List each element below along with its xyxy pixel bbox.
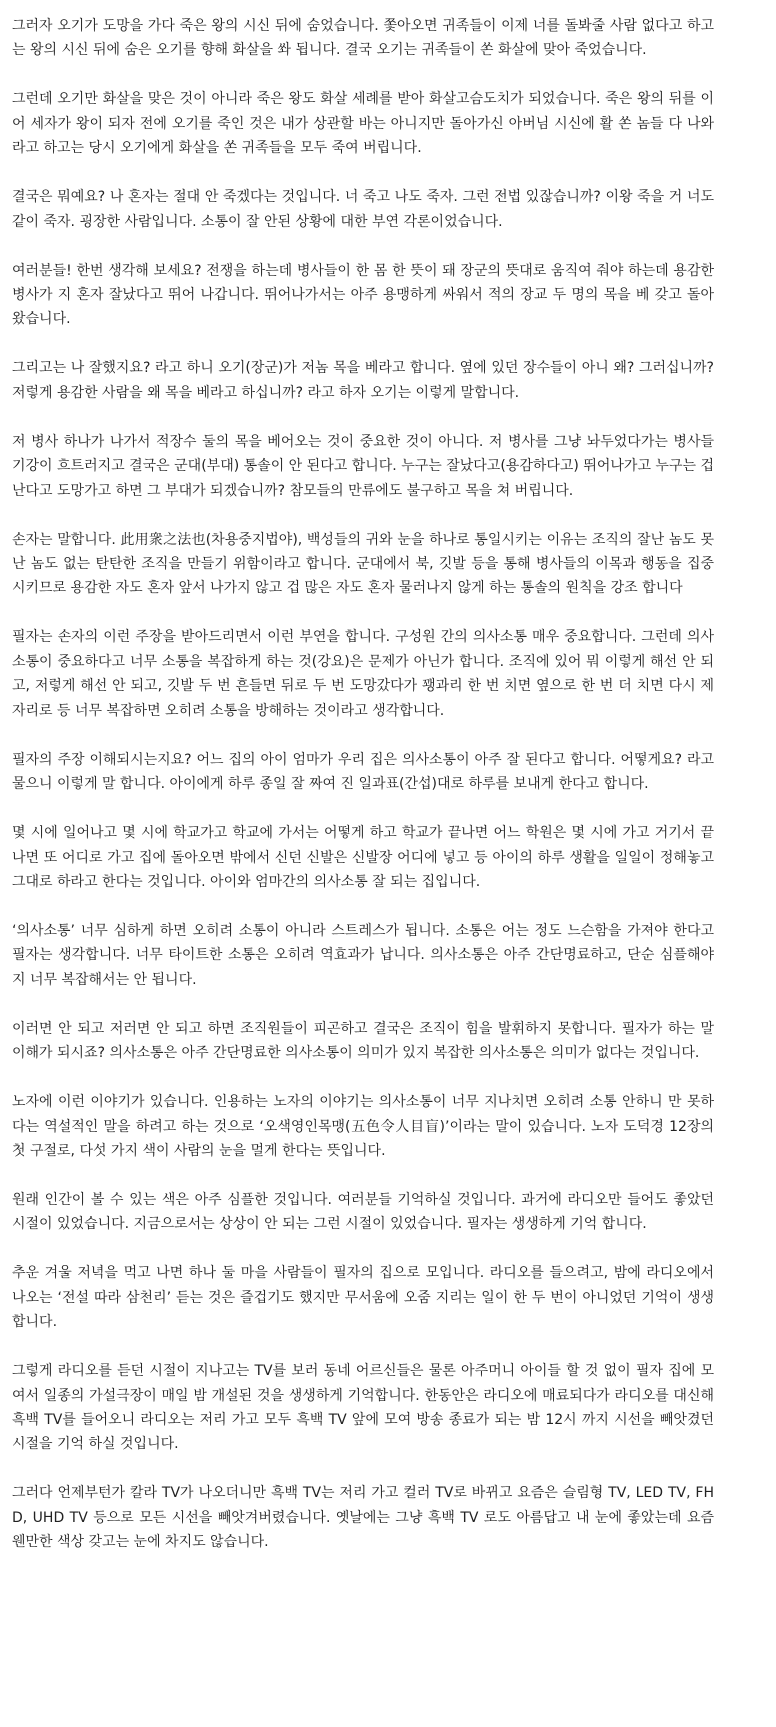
paragraph: 그러자 오기가 도망을 가다 죽은 왕의 시신 뒤에 숨었습니다. 쫓아오면 귀족들이 이제 너를 돌봐줄 사람 없다고 하고는 왕의 시신 뒤에 숨은 오기를 향해 화살을 쏴 됩니다. 결국 오기는 귀족들이 쏜 화살에 맞아 죽었습니다. bbox=[12, 18, 714, 59]
paragraph: 그런데 오기만 화살을 맞은 것이 아니라 죽은 왕도 화살 세례를 받아 화살고슴도치가 되었습니다. 죽은 왕의 뒤를 이어 세자가 왕이 되자 전에 오기를 죽인 것은 내가 상관할 바는 아니지만 돌아가신 아버님 시신에 활 쏜 놈들 다 나와 라고 하고는 당시 오기에게 화살을 쏜 귀족들을 모두 죽여 버립니다. bbox=[12, 91, 714, 157]
paragraph: ‘의사소통’ 너무 심하게 하면 오히려 소통이 아니라 스트레스가 됩니다. 소통은 어는 정도 느슨함을 가져야 한다고 필자는 생각합니다. 너무 타이트한 소통은 오히려 역효과가 납니다. 의사소통은 아주 간단명료하고, 단순 심플해야지 너무 복잡해서는 안 됩니다. bbox=[12, 922, 714, 988]
paragraph: 그러다 언제부턴가 칼라 TV가 나오더니만 흑백 TV는 저리 가고 컬러 TV로 바뀌고 요즘은 슬림형 TV, LED TV, FHD, UHD TV 등으로 모든 시선을 빼앗겨버렸습니다. 옛날에는 그냥 흑백 TV 로도 아름답고 내 눈에 좋았는데 요즘 웬만한 색상 갖고는 눈에 차지도 않습니다. bbox=[12, 1485, 714, 1551]
paragraph: 추운 겨울 저녁을 먹고 나면 하나 둘 마을 사람들이 필자의 집으로 모입니다. 라디오를 들으려고, 밤에 라디오에서 나오는 ‘전설 따라 삼천리’ 듣는 것은 즐겁기도 했지만 무서움에 오줌 지리는 일이 한 두 번이 아니었던 기억이 생생합니다. bbox=[12, 1265, 714, 1331]
paragraph: 필자의 주장 이해되시는지요? 어느 집의 아이 엄마가 우리 집은 의사소통이 아주 잘 된다고 합니다. 어떻게요? 라고 물으니 이렇게 말 합니다. 아이에게 하루 종일 잘 짜여 진 일과표(간섭)대로 하루를 보내게 한다고 합니다. bbox=[12, 751, 714, 793]
paragraph: 저 병사 하나가 나가서 적장수 둘의 목을 베어오는 것이 중요한 것이 아니다. 저 병사를 그냥 놔두었다가는 병사들 기강이 흐트러지고 결국은 군대(부대) 통솔이 안 된다고 합니다. 누구는 잘났다고(용감하다고) 뛰어나가고 누구는 겁난다고 도망가고 하면 그 부대가 되겠습니까? 참모들의 만류에도 불구하고 목을 쳐 버립니다. bbox=[12, 433, 714, 499]
paragraph: 그렇게 라디오를 듣던 시절이 지나고는 TV를 보러 동네 어르신들은 물론 아주머니 아이들 할 것 없이 필자 집에 모여서 일종의 가설극장이 매일 밤 개설된 것을 생생하게 기억합니다. 한동안은 라디오에 매료되다가 라디오를 대신해 흑백 TV를 들어오니 라디오는 저리 가고 모두 흑백 TV 앞에 모여 방송 종료가 되는 밤 12시 까지 시선을 빼앗겼던 시절을 기억 하실 것입니다. bbox=[12, 1363, 714, 1453]
paragraph: 필자는 손자의 이런 주장을 받아드리면서 이런 부연을 합니다. 구성원 간의 의사소통 매우 중요합니다. 그런데 의사소통이 중요하다고 너무 소통을 복잡하게 하는 것(강요)은 문제가 아닌가 합니다. 조직에 있어 뭐 이렇게 해선 안 되고, 저렇게 해선 안 되고, 깃발 두 번 흔들면 뒤로 두 번 도망갔다가 꽹과리 한 번 치면 옆으로 한 번 더 치면 다시 제자리로 등 너무 복잡하면 오히려 소통을 방해하는 것이라고 생각합니다. bbox=[12, 629, 714, 719]
paragraph: 그리고는 나 잘했지요? 라고 하니 오기(장군)가 저놈 목을 베라고 합니다. 옆에 있던 장수들이 아니 왜? 그러십니까? 저렇게 용감한 사람을 왜 목을 베라고 하십니까? 라고 하자 오기는 이렇게 말합니다. bbox=[12, 360, 714, 401]
article-body bbox=[12, 14, 714, 1579]
paragraph: 몇 시에 일어나고 몇 시에 학교가고 학교에 가서는 어떻게 하고 학교가 끝나면 어느 학원은 몇 시에 가고 거기서 끝나면 또 어디로 가고 집에 돌아오면 밖에서 신던 신발은 신발장 어디에 넣고 등 아이의 하루 생활을 일일이 정해놓고 그대로 하라고 한다는 것입니다. 아이와 엄마간의 의사소통 잘 되는 집입니다. bbox=[12, 825, 714, 890]
paragraph: 결국은 뭐예요? 나 혼자는 절대 안 죽겠다는 것입니다. 너 죽고 나도 죽자. 그런 전법 있잖습니까? 이왕 죽을 거 너도 같이 죽자. 굉장한 사람입니다. 소통이 잘 안된 상황에 대한 부연 각론이었습니다. bbox=[12, 189, 714, 230]
paragraph: 노자에 이런 이야기가 있습니다. 인용하는 노자의 이야기는 의사소통이 너무 지나치면 오히려 소통 안하니 만 못하다는 역설적인 말을 하려고 하는 것으로 ‘오색영인목맹(五色令人目盲)’이라는 말이 있습니다. 노자 도덕경 12장의 첫 구절로, 다섯 가지 색이 사람의 눈을 멀게 한다는 뜻입니다. bbox=[12, 1094, 714, 1159]
paragraph: 이러면 안 되고 저러면 안 되고 하면 조직원들이 피곤하고 결국은 조직이 힘을 발휘하지 못합니다. 필자가 하는 말 이해가 되시죠? 의사소통은 아주 간단명료한 의사소통이 의미가 있지 복잡한 의사소통은 의미가 없다는 것입니다. bbox=[12, 1020, 714, 1062]
paragraph: 손자는 말합니다. 此用衆之法也(차용중지법야), 백성들의 귀와 눈을 하나로 통일시키는 이유는 조직의 잘난 놈도 못난 놈도 없는 탄탄한 조직을 만들기 위함이라고 합니다. 군대에서 북, 깃발 등을 통해 병사들의 이목과 행동을 집중시키므로 용감한 자도 혼자 앞서 나가지 않고 겁 많은 자도 혼자 물러나지 않게 하는 통솔의 원칙을 강조 합니다 bbox=[12, 531, 714, 597]
paragraph: 여러분들! 한번 생각해 보세요? 전쟁을 하는데 병사들이 한 몸 한 뜻이 돼 장군의 뜻대로 움직여 줘야 하는데 용감한 병사가 지 혼자 잘났다고 뛰어 나갑니다. 뛰어나가서는 아주 용맹하게 싸워서 적의 장교 두 명의 목을 베 갖고 돌아왔습니다. bbox=[12, 262, 714, 328]
paragraph: 원래 인간이 볼 수 있는 색은 아주 심플한 것입니다. 여러분들 기억하실 것입니다. 과거에 라디오만 들어도 좋았던 시절이 있었습니다. 지금으로서는 상상이 안 되는 그런 시절이 있었습니다. 필자는 생생하게 기억 합니다. bbox=[12, 1191, 714, 1233]
